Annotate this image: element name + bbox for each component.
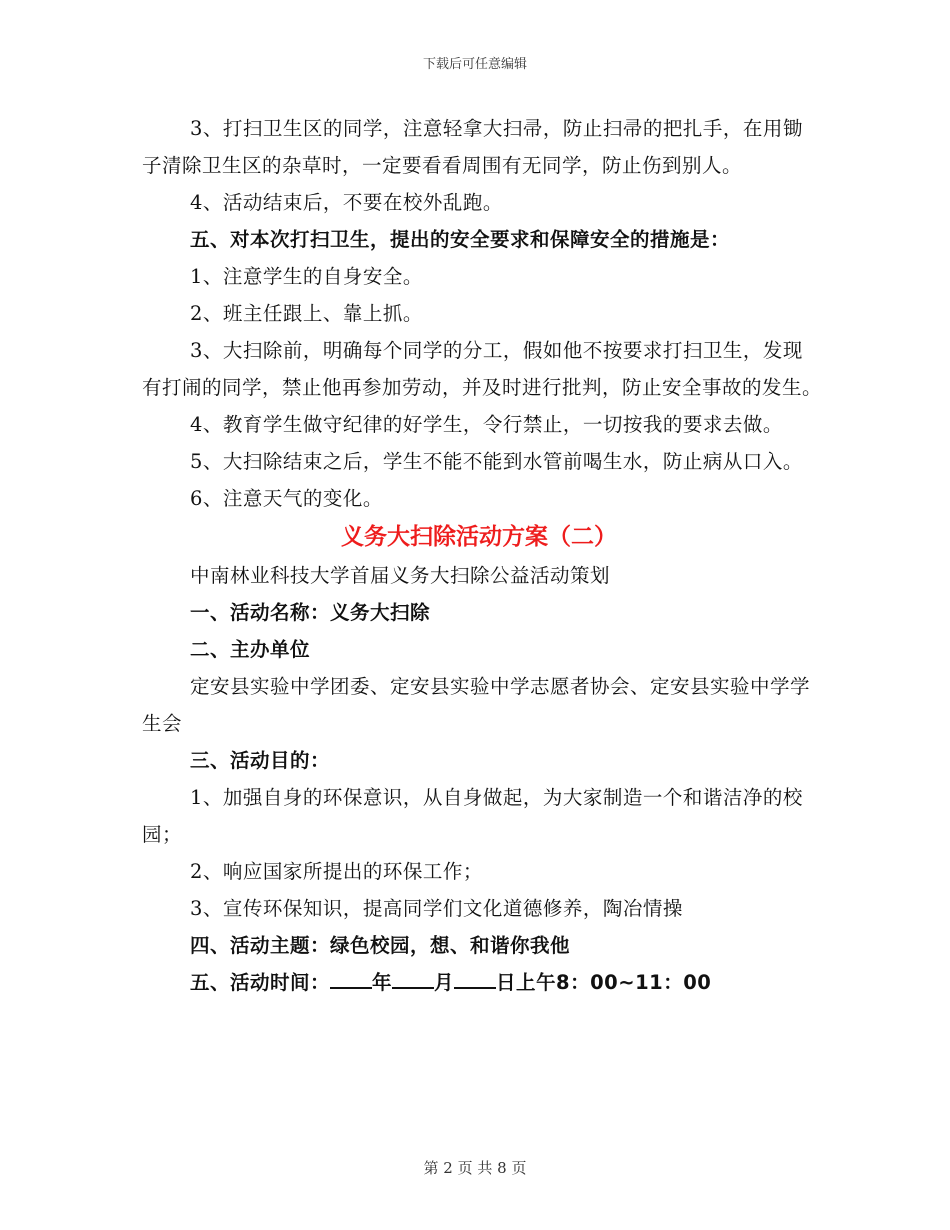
section-five-heading: 五、对本次打扫卫生，提出的安全要求和保障安全的措施是： bbox=[190, 228, 731, 251]
purpose-heading: 三、活动目的： bbox=[190, 749, 331, 772]
page-footer: 第 2 页 共 8 页 bbox=[423, 1159, 527, 1177]
organizer-heading: 二、主办单位 bbox=[190, 638, 311, 661]
safety-item-1: 1、注意学生的自身安全。 bbox=[190, 265, 423, 288]
purpose-item-2: 2、响应国家所提出的环保工作； bbox=[190, 860, 483, 883]
year-label: 年 bbox=[372, 971, 393, 994]
time-line bbox=[142, 964, 822, 1001]
activity-name: 一、活动名称：义务大扫除 bbox=[190, 601, 431, 624]
theme-line: 四、活动主题：绿色校园，想、和谐你我他 bbox=[190, 934, 571, 957]
paragraph-item-3: 3、打扫卫生区的同学，注意轻拿大扫帚，防止扫帚的把扎手，在用锄子清除卫生区的杂草时，一定要看看周围有无同学，防止伤到别人。 bbox=[142, 117, 803, 177]
safety-item-4: 4、教育学生做守纪律的好学生，令行禁止，一切按我的要求去做。 bbox=[190, 413, 783, 436]
section-title: 义务大扫除活动方案（二） bbox=[341, 524, 617, 550]
paragraph-item-4: 4、活动结束后，不要在校外乱跑。 bbox=[190, 191, 503, 214]
year-blank bbox=[330, 969, 372, 989]
document-body bbox=[142, 110, 822, 1001]
safety-item-5: 5、大扫除结束之后，学生不能不能到水管前喝生水，防止病从口入。 bbox=[190, 450, 803, 473]
purpose-item-1: 1、加强自身的环保意识，从自身做起，为大家制造一个和谐洁净的校园； bbox=[142, 786, 803, 846]
month-blank bbox=[392, 969, 434, 989]
day-time-label: 日上午8：00~11：00 bbox=[496, 971, 712, 994]
safety-item-6: 6、注意天气的变化。 bbox=[190, 487, 383, 510]
organizer-list: 定安县实验中学团委、定安县实验中学志愿者协会、定安县实验中学学生会 bbox=[142, 675, 811, 735]
purpose-item-3: 3、宣传环保知识，提高同学们文化道德修养，陶冶情操 bbox=[190, 897, 683, 920]
month-label: 月 bbox=[434, 971, 455, 994]
page-header: 下载后可任意编辑 bbox=[422, 57, 527, 72]
day-blank bbox=[454, 969, 496, 989]
safety-item-3: 3、大扫除前，明确每个同学的分工，假如他不按要求打扫卫生，发现有打闹的同学，禁止他再参加劳动，并及时进行批判，防止安全事故的发生。 bbox=[142, 339, 823, 399]
plan-subtitle: 中南林业科技大学首届义务大扫除公益活动策划 bbox=[190, 564, 611, 587]
safety-item-2: 2、班主任跟上、靠上抓。 bbox=[190, 302, 423, 325]
time-label: 五、活动时间： bbox=[190, 971, 331, 994]
